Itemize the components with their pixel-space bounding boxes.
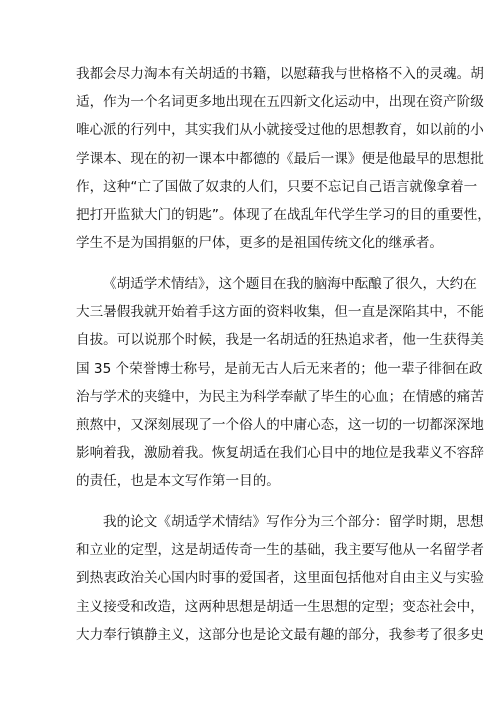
text-line: 大力奉行镇静主义，这部分也是论文最有趣的部分，我参考了很多史 bbox=[76, 626, 484, 643]
text-line: 影响着我，激励着我。恢复胡适在我们心目中的地位是我辈义不容辞 bbox=[76, 445, 484, 462]
text-line: 煎熬中，又深刻展现了一个俗人的中庸心态，这一切的一切都深深地 bbox=[76, 416, 484, 433]
text-line: 自拔。可以说那个时候，我是一名胡适的狂热追求者，他一生获得美 bbox=[76, 332, 484, 349]
text-line: 唯心派的行列中，其实我们从小就接受过他的思想教育，如以前的小 bbox=[76, 122, 484, 139]
text-line: 到热衷政治关心国内时事的爱国者，这里面包括他对自由主义与实验 bbox=[76, 570, 484, 587]
text-line: 治与学术的夹缝中，为民主为科学奉献了毕生的心血；在情感的痛苦 bbox=[76, 388, 484, 405]
text-line-first: 《胡适学术情结》，这个题目在我的脑海中酝酿了很久，大约在 bbox=[103, 276, 477, 292]
text-line: 我都会尽力淘本有关胡适的书籍，以慰藉我与世格格不入的灵魂。胡 bbox=[76, 66, 484, 82]
text-line: 适，作为一个名词更多地出现在五四新文化运动中，出现在资产阶级 bbox=[76, 94, 484, 111]
text-line: 作，这种“亡了国做了奴隶的人们，只要不忘记自己语言就像拿着一 bbox=[76, 178, 478, 195]
text-line: 把打开监狱大门的钥匙”。体现了在战乱年代学生学习的目的重要性， bbox=[76, 206, 491, 223]
paragraph-3 bbox=[76, 508, 484, 649]
text-line: 学生不是为国捐躯的尸体，更多的是祖国传统文化的继承者。 bbox=[76, 235, 444, 252]
text-line: 和立业的定型，这是胡适传奇一生的基础，我主要写他从一名留学者 bbox=[76, 542, 484, 559]
text-line: 的责任，也是本文写作第一目的。 bbox=[76, 473, 280, 490]
text-line-first: 我的论文《胡适学术情结》写作分为三个部分：留学时期，思想 bbox=[103, 514, 484, 530]
text-line: 学课本、现在的初一课本中都德的《最后一课》便是他最早的思想批 bbox=[76, 150, 484, 167]
paragraph-2 bbox=[76, 270, 484, 496]
text-line: 主义接受和改造，这两种思想是胡适一生思想的定型；变态社会中， bbox=[76, 598, 484, 615]
text-line: 大三暑假我就开始着手这方面的资料收集，但一直是深陷其中，不能 bbox=[76, 304, 484, 321]
paragraph-1 bbox=[76, 60, 491, 257]
text-line: 国 35 个荣誉博士称号，是前无古人后无来者的；他一辈子徘徊在政 bbox=[76, 360, 483, 377]
